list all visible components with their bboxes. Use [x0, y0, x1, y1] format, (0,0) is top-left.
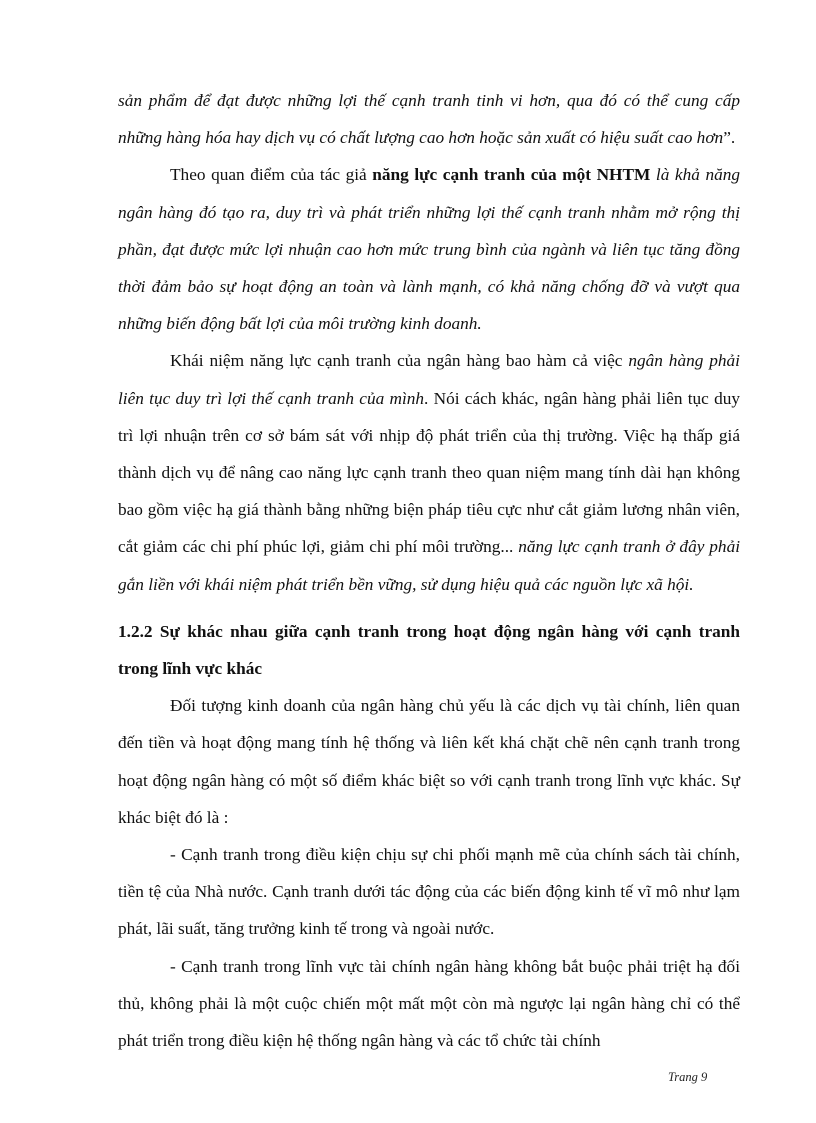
document-page	[118, 82, 740, 1059]
page-number: Trang 9	[668, 1070, 708, 1084]
italic-text: sản phẩm để đạt được những lợi thế cạnh tranh tinh vi hơn, qua đó có thể cung cấp những hàng hóa hay dịch vụ có chất lượng cao hơn hoặc sản xuất có hiệu suất cao hơn	[118, 91, 740, 148]
paragraph-definition	[118, 156, 740, 342]
text-run: . Nói cách khác, ngân hàng phải liên tục duy trì lợi nhuận trên cơ sở bám sát với nhịp độ phát triển của thị trường. Việc hạ thấp giá thành dịch vụ để nâng cao năng lực cạnh tranh theo quan niệm mang tính dài hạn không bao gồm việc hạ giá thành bằng những biện pháp tiêu cực như cắt giảm lương nhân viên, cắt giảm các chi phí phúc lợi, giảm chi phí môi trường...	[118, 388, 740, 557]
italic-text: năng lực cạnh tranh ở đây phải gắn liền với khái niệm phát triển bền vững, sử dụng hiệu quả các nguồn lực xã hội.	[118, 537, 741, 594]
paragraph-bullet: - Cạnh tranh trong điều kiện chịu sự chi phối mạnh mẽ của chính sách tài chính, tiền tệ của Nhà nước. Cạnh tranh dưới tác động của các biến động kinh tế vĩ mô như lạm phát, lãi suất, tăng trưởng kinh tế trong và ngoài nước.	[118, 845, 740, 939]
section-heading-block	[118, 613, 740, 687]
section-heading: 1.2.2 Sự khác nhau giữa cạnh tranh trong hoạt động ngân hàng với cạnh tranh trong lĩnh vực khác	[118, 621, 740, 679]
italic-text: ngân hàng phải liên tục duy trì lợi thế cạnh tranh của mình	[118, 351, 740, 408]
bold-term: năng lực cạnh tranh của một NHTM	[372, 165, 651, 185]
italic-text: là khả năng ngân hàng đó tạo ra, duy trì và phát triển những lợi thế cạnh tranh nhằm mở rộng thị phần, đạt được mức lợi nhuận cao hơn mức trung bình của ngành và liên tục tăng đồng thời đảm bảo sự hoạt động an toàn và lành mạnh, có khả năng chống đỡ và vượt qua những biến động bất lợi của môi trường kinh doanh.	[118, 165, 741, 334]
paragraph-concept	[118, 342, 740, 602]
text-run: ”.	[723, 128, 736, 148]
paragraph-bullet: - Cạnh tranh trong lĩnh vực tài chính ngân hàng không bắt buộc phải triệt hạ đối thủ, không phải là một cuộc chiến một mất một còn mà ngược lại ngân hàng chỉ có thể phát triển trong điều kiện hệ thống ngân hàng và các tổ chức tài chính	[118, 956, 740, 1051]
paragraph-body: Đối tượng kinh doanh của ngân hàng chủ yếu là các dịch vụ tài chính, liên quan đến tiền và hoạt động mang tính hệ thống và liên kết khá chặt chẽ nên cạnh tranh trong hoạt động ngân hàng có một số điểm khác biệt so với cạnh tranh trong lĩnh vực khác. Sự khác biệt đó là :	[118, 696, 740, 827]
text-run: Theo quan điểm của tác giả	[170, 165, 373, 185]
text-run: Khái niệm năng lực cạnh tranh của ngân hàng bao hàm cả việc	[170, 351, 629, 371]
paragraph-continuation	[118, 82, 740, 156]
